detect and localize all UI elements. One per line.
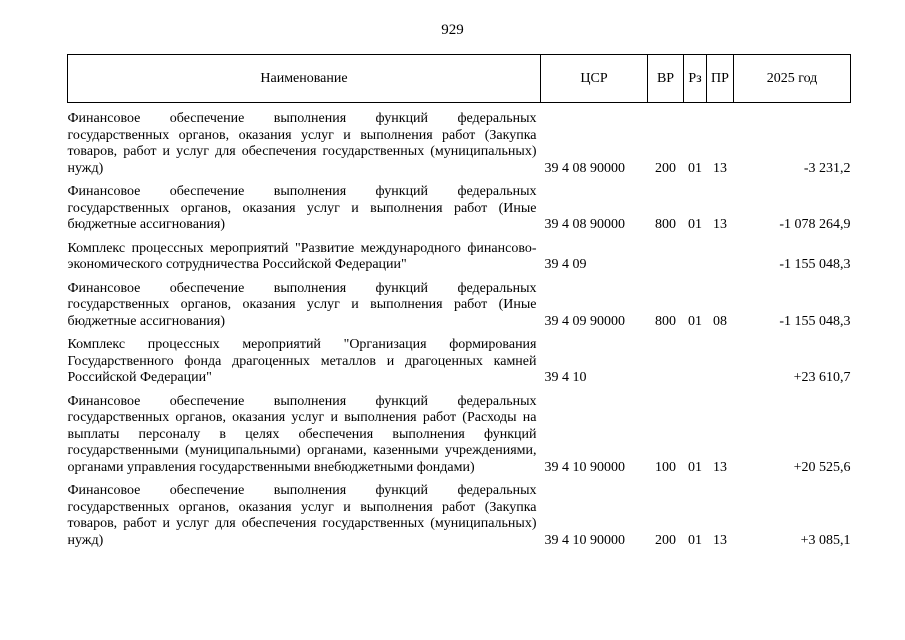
row-pr: 13 <box>713 217 727 232</box>
row-vr: 200 <box>655 160 676 176</box>
row-csr: 39 4 08 90000 <box>544 217 625 232</box>
row-vr: 800 <box>655 313 676 329</box>
row-csr: 39 4 10 90000 <box>544 459 625 475</box>
row-name: Финансовое обеспечение выполнения функций федеральных государственных органов, оказания услуг и выполнения работ (Закупка товаров, работ и услуг для обеспечения государственных (муниципальных) нужд) <box>67 111 537 176</box>
row-pr: 13 <box>713 459 727 475</box>
row-amount: +20 525,6 <box>793 459 851 475</box>
row-vr <box>648 234 684 274</box>
row-amount: -1 155 048,3 <box>779 257 851 272</box>
row-name: Финансовое обеспечение выполнения функций федеральных государственных органов, оказания услуг и выполнения работ (Иные бюджетные ассигнования) <box>67 184 537 232</box>
row-rz <box>684 330 707 387</box>
row-vr: 800 <box>655 217 676 232</box>
row-vr <box>648 330 684 387</box>
row-amount: -3 231,2 <box>803 160 851 176</box>
row-csr: 39 4 10 90000 <box>544 532 625 548</box>
row-name: Финансовое обеспечение выполнения функций федеральных государственных органов, оказания услуг и выполнения работ (Закупка товаров, работ и услуг для обеспечения государственных (муниципальных) нужд) <box>67 483 537 548</box>
table-header <box>68 55 851 103</box>
row-csr: 39 4 08 90000 <box>544 160 625 176</box>
table-row <box>68 330 851 387</box>
budget-table <box>67 54 851 549</box>
row-pr: 13 <box>713 160 727 176</box>
row-vr: 200 <box>655 532 676 548</box>
row-pr: 13 <box>713 532 727 548</box>
row-csr: 39 4 09 90000 <box>544 313 625 329</box>
row-vr: 100 <box>655 459 676 475</box>
row-csr: 39 4 09 <box>544 257 587 272</box>
row-pr: 08 <box>713 313 727 329</box>
row-rz <box>684 234 707 274</box>
table-row <box>68 476 851 549</box>
table-row <box>68 387 851 477</box>
row-rz: 01 <box>688 459 702 475</box>
row-pr <box>707 330 734 387</box>
row-rz: 01 <box>688 313 702 329</box>
row-name: Финансовое обеспечение выполнения функций федеральных государственных органов, оказания услуг и выполнения работ (Расходы на выплаты персоналу в целях обеспечения выполнения функций государственными (муниципальными) органами, казенными учреждениями, органами управления государственными внебюджетными фондами) <box>67 393 537 475</box>
header-rz: Рз <box>684 55 707 103</box>
row-name: Финансовое обеспечение выполнения функций федеральных государственных органов, оказания услуг и выполнения работ (Иные бюджетные ассигнования) <box>67 280 537 329</box>
table-row <box>68 103 851 178</box>
row-amount: -1 078 264,9 <box>779 217 851 232</box>
row-rz: 01 <box>688 160 702 176</box>
table-body <box>68 103 851 550</box>
row-pr <box>707 234 734 274</box>
table-row <box>68 234 851 274</box>
header-vr: ВР <box>648 55 684 103</box>
page-number: 929 <box>441 22 464 38</box>
row-rz: 01 <box>688 217 702 232</box>
row-name: Комплекс процессных мероприятий "Организация формирования Государственного фонда драгоценных металлов и драгоценных камней Российской Федерации" <box>67 337 537 385</box>
row-amount: +23 610,7 <box>793 370 851 385</box>
table-row <box>68 177 851 234</box>
table-row <box>68 274 851 331</box>
header-pr: ПР <box>707 55 734 103</box>
row-rz: 01 <box>688 532 702 548</box>
header-csr: ЦСР <box>541 55 648 103</box>
row-amount: +3 085,1 <box>800 532 851 548</box>
header-amount: 2025 год <box>734 55 851 103</box>
row-amount: -1 155 048,3 <box>779 313 851 329</box>
row-name: Комплекс процессных мероприятий "Развитие международного финансово-экономического сотрудничества Российской Федерации" <box>67 240 537 272</box>
row-csr: 39 4 10 <box>544 370 587 385</box>
header-name: Наименование <box>68 55 541 103</box>
